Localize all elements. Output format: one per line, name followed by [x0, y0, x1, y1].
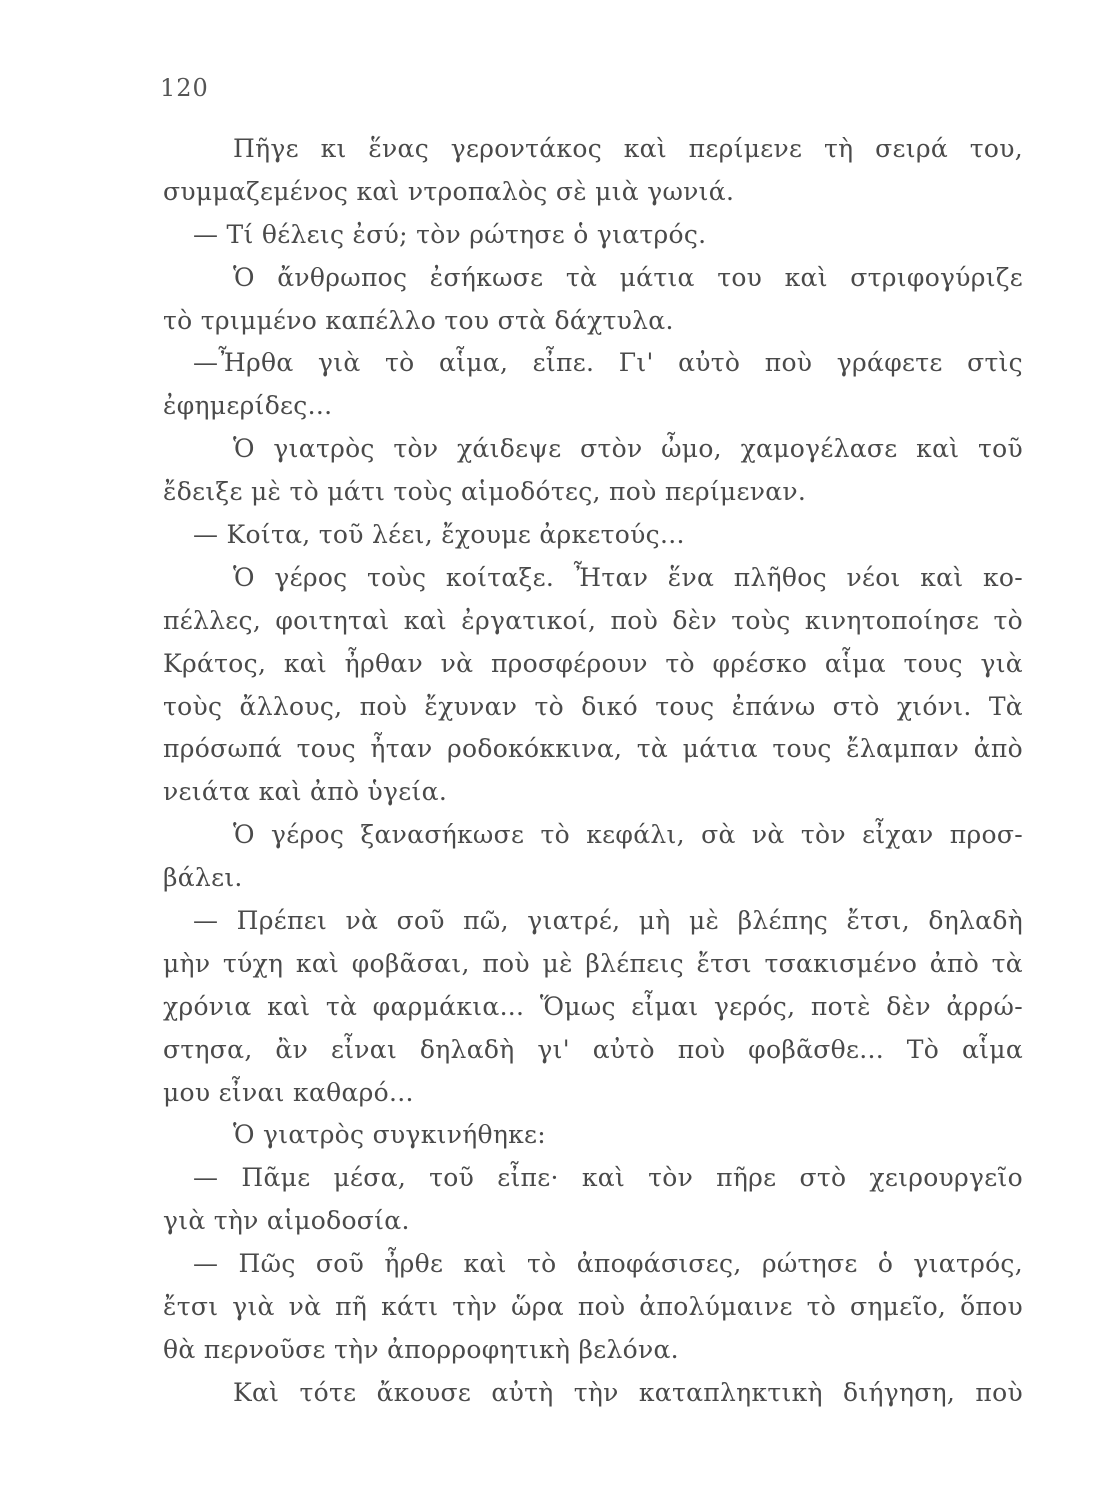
- text-line: γιὰ τὴν αἱμοδοσία.: [163, 1206, 410, 1236]
- text-line: Πῆγε κι ἕνας γεροντάκος καὶ περίμενε τὴ σειρά του,: [233, 134, 1023, 163]
- text-line: μὴν τύχη καὶ φοβᾶσαι, ποὺ μὲ βλέπεις ἔτσι τσακισμένο ἀπὸ τὰ: [163, 948, 1023, 978]
- text-line: — Κοίτα, τοῦ λέει, ἔχουμε ἀρκετούς...: [193, 520, 685, 550]
- text-line: συμμαζεμένος καὶ ντροπαλὸς σὲ μιὰ γωνιά.: [163, 176, 735, 206]
- text-line: —Ἦρθα γιὰ τὸ αἷμα, εἶπε. Γι' αὐτὸ ποὺ γράφετε στὶς: [193, 348, 1023, 378]
- text-line: Ὁ γέρος τοὺς κοίταξε. Ἦταν ἕνα πλῆθος νέοι καὶ κο-: [233, 562, 1023, 592]
- text-line: στησα, ἂν εἶναι δηλαδὴ γι' αὐτὸ ποὺ φοβᾶσθε... Τὸ αἷμα: [163, 1034, 1023, 1064]
- text-line: — Τί θέλεις ἐσύ; τὸν ρώτησε ὁ γιατρός.: [193, 219, 707, 249]
- text-line: τὸ τριμμένο καπέλλο του στὰ δάχτυλα.: [163, 305, 674, 335]
- text-line: ἐφημερίδες...: [163, 391, 333, 421]
- text-line: Ὁ γιατρὸς τὸν χάιδεψε στὸν ὦμο, χαμογέλασε καὶ τοῦ: [233, 434, 1023, 464]
- page-number: 120: [160, 74, 209, 102]
- text-line: πέλλες, φοιτηταὶ καὶ ἐργατικοί, ποὺ δὲν τοὺς κινητοποίησε τὸ: [163, 605, 1023, 635]
- text-line: Ὁ γέρος ξανασήκωσε τὸ κεφάλι, σὰ νὰ τὸν εἶχαν προσ-: [233, 820, 1023, 850]
- text-line: πρόσωπά τους ἦταν ροδοκόκκινα, τὰ μάτια τους ἔλαμπαν ἀπὸ: [163, 734, 1023, 764]
- text-line: — Πῶς σοῦ ἦρθε καὶ τὸ ἀποφάσισες, ρώτησε ὁ γιατρός,: [193, 1249, 1023, 1279]
- text-line: νειάτα καὶ ἀπὸ ὑγεία.: [163, 777, 448, 807]
- body-text: [163, 128, 1023, 1415]
- text-line: βάλει.: [163, 863, 243, 893]
- text-line: θὰ περνοῦσε τὴν ἀπορροφητικὴ βελόνα.: [163, 1334, 679, 1364]
- text-line: Καὶ τότε ἄκουσε αὐτὴ τὴν καταπληκτικὴ διήγηση, ποὺ: [233, 1377, 1023, 1407]
- text-line: Ὁ ἄνθρωπος ἐσήκωσε τὰ μάτια του καὶ στριφογύριζε: [233, 262, 1023, 292]
- text-line: τοὺς ἄλλους, ποὺ ἔχυναν τὸ δικό τους ἐπάνω στὸ χιόνι. Τὰ: [163, 691, 1023, 721]
- text-line: χρόνια καὶ τὰ φαρμάκια... Ὅμως εἶμαι γερός, ποτὲ δὲν ἀρρώ-: [163, 991, 1023, 1021]
- text-line: μου εἶναι καθαρό...: [163, 1077, 414, 1107]
- text-line: — Πᾶμε μέσα, τοῦ εἶπε· καὶ τὸν πῆρε στὸ χειρουργεῖο: [193, 1163, 1023, 1193]
- text-line: ἔτσι γιὰ νὰ πῆ κάτι τὴν ὥρα ποὺ ἀπολύμαινε τὸ σημεῖο, ὅπου: [163, 1292, 1023, 1322]
- text-line: — Πρέπει νὰ σοῦ πῶ, γιατρέ, μὴ μὲ βλέπης ἔτσι, δηλαδὴ: [193, 906, 1023, 936]
- text-line: Ὁ γιατρὸς συγκινήθηκε:: [233, 1120, 547, 1150]
- text-line: Κράτος, καὶ ἦρθαν νὰ προσφέρουν τὸ φρέσκο αἷμα τους γιὰ: [163, 648, 1023, 678]
- text-line: ἔδειξε μὲ τὸ μάτι τοὺς αἱμοδότες, ποὺ περίμεναν.: [163, 477, 807, 507]
